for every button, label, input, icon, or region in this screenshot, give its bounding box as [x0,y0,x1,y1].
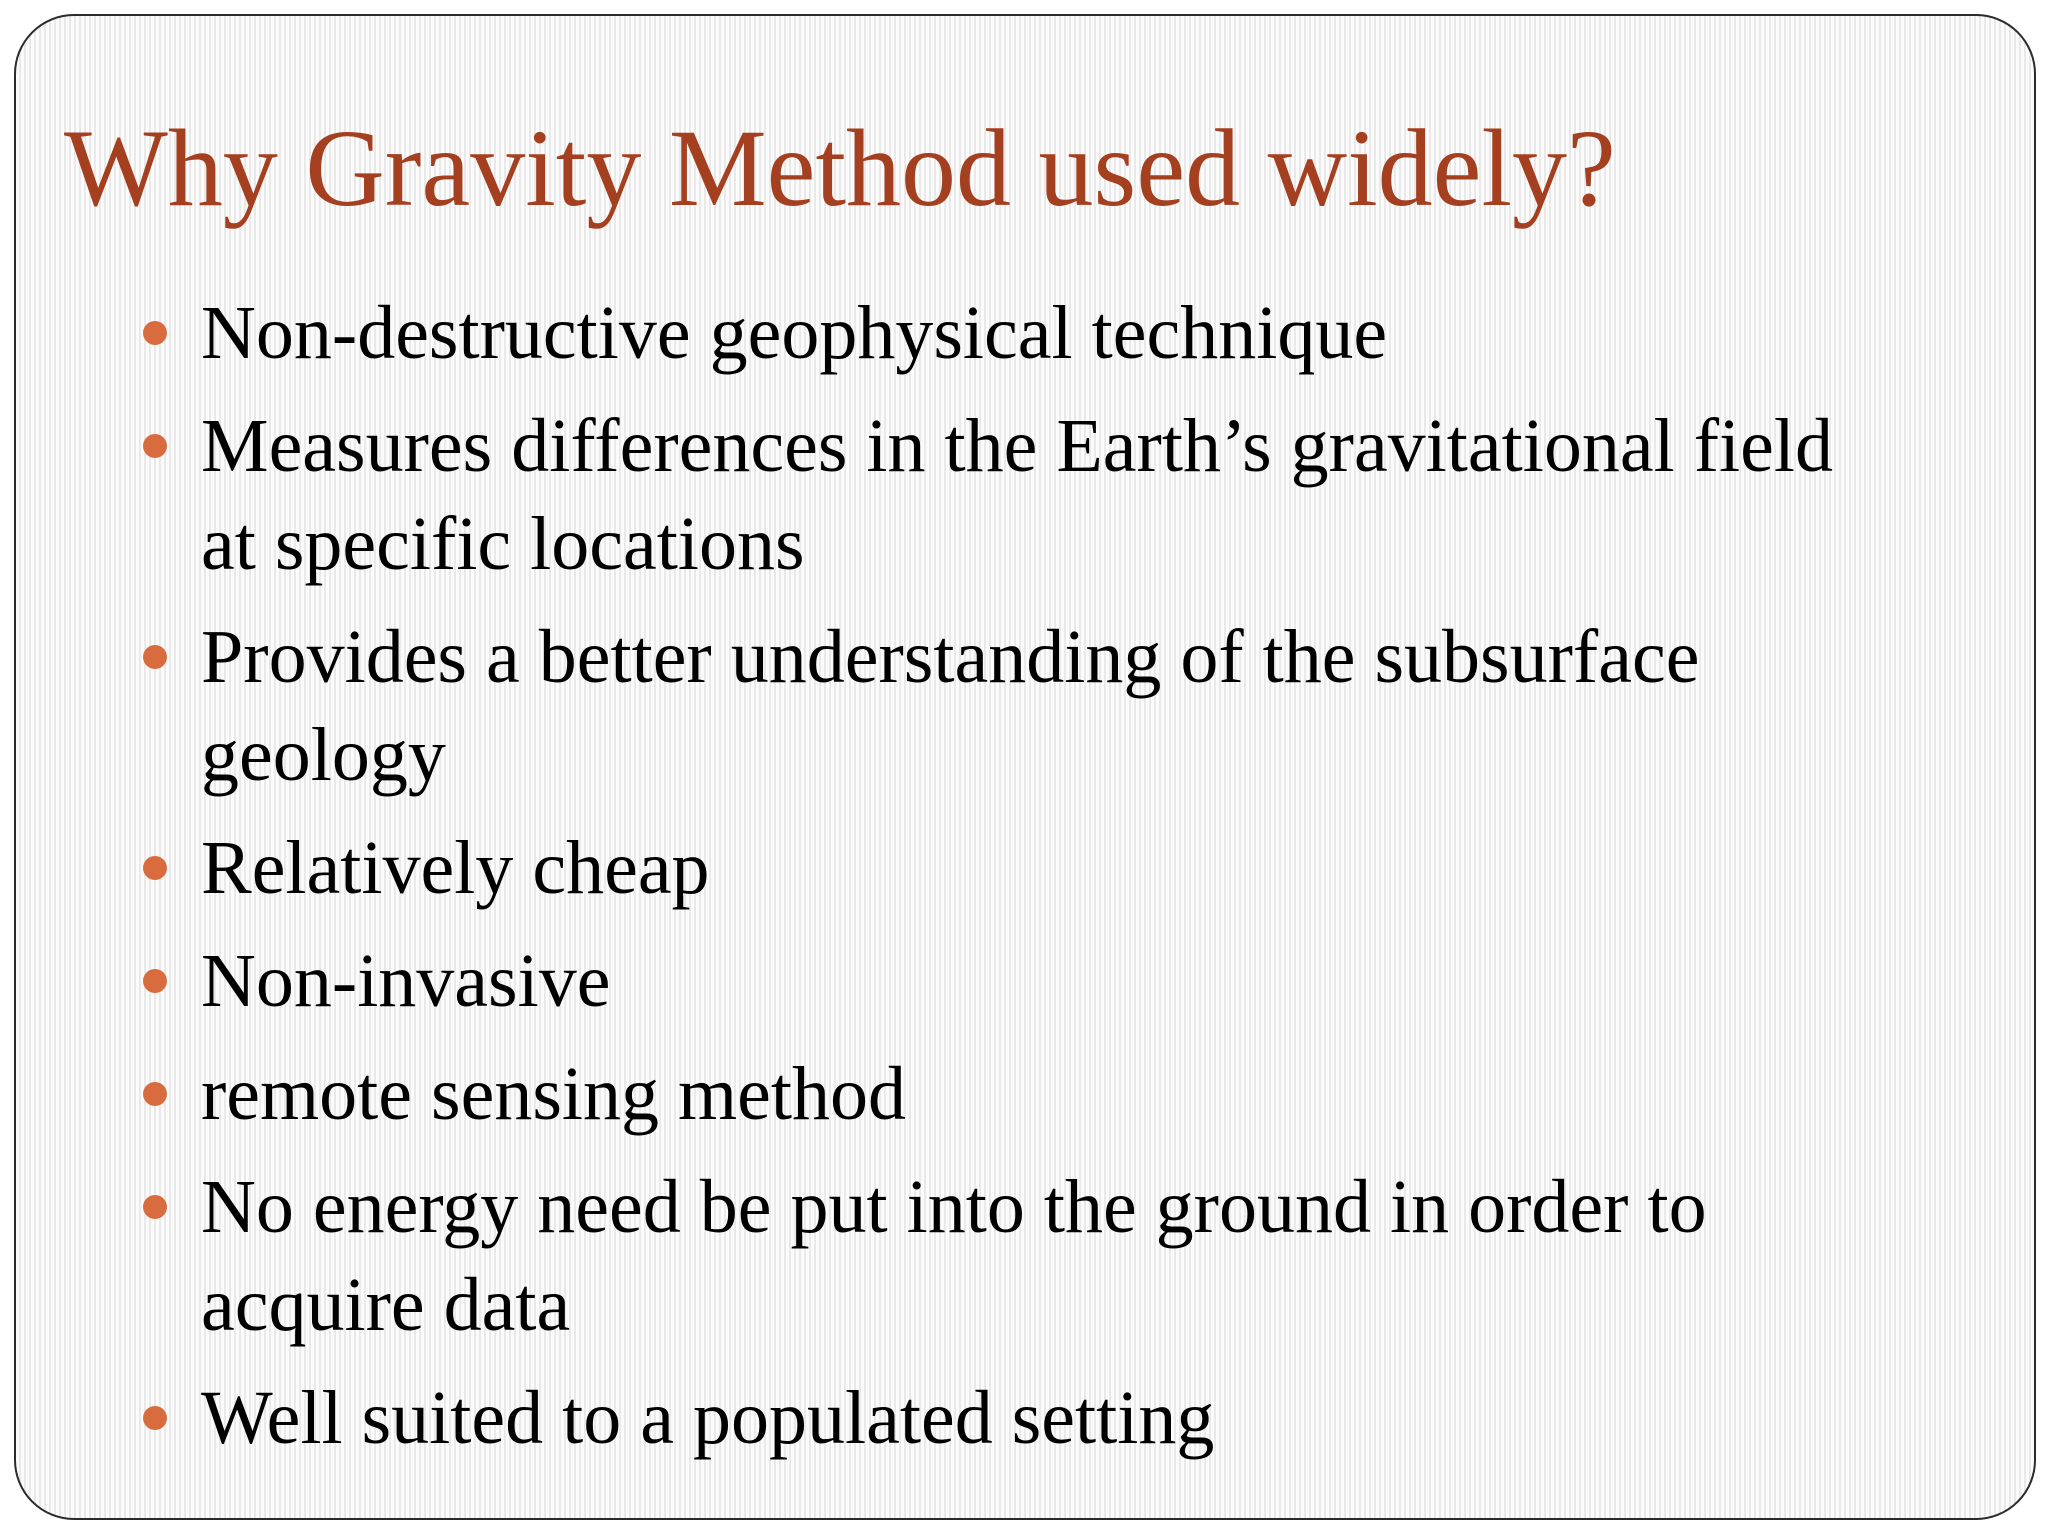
bullet-item [143,284,1863,382]
bullet-icon [143,969,167,993]
bullet-item [143,819,1863,917]
bullet-icon [143,645,167,669]
bullet-icon [143,434,167,458]
bullet-icon [143,1406,167,1430]
bullet-text: Provides a better understanding of the subsurface geology [201,615,1700,797]
bullet-icon [143,856,167,880]
bullet-item [143,932,1863,1030]
bullet-item [143,1369,1863,1467]
bullet-item [143,1158,1863,1354]
bullet-item [143,1045,1863,1143]
bullet-item [143,608,1863,804]
bullet-icon [143,321,167,345]
slide-title: Why Gravity Method used widely? [64,107,1616,229]
bullet-icon [143,1195,167,1219]
bullet-item [143,397,1863,593]
bullet-list [143,284,1863,1482]
bullet-text: Well suited to a populated setting [201,1376,1215,1460]
bullet-text: Measures differences in the Earth’s gravitational field at specific locations [201,404,1833,586]
bullet-text: Non-invasive [201,939,611,1023]
bullet-text: Relatively cheap [201,826,710,910]
bullet-text: Non-destructive geophysical technique [201,291,1388,375]
bullet-icon [143,1082,167,1106]
slide [14,14,2036,1520]
bullet-text: No energy need be put into the ground in order to acquire data [201,1165,1707,1347]
bullet-text: remote sensing method [201,1052,906,1136]
